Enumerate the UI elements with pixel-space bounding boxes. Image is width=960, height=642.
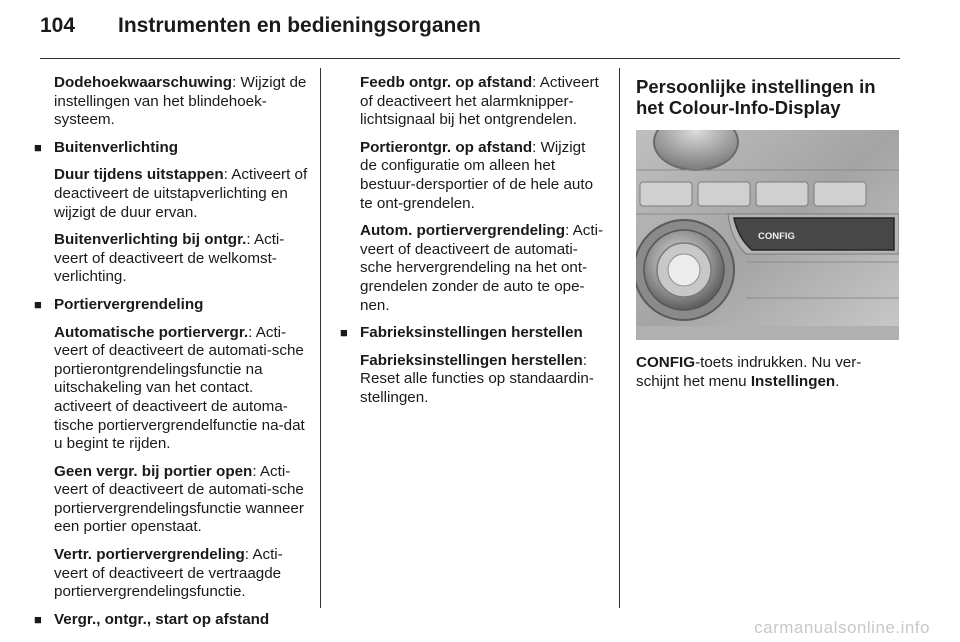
section-title: Persoonlijke instellingen in het Colour-Info-Display xyxy=(636,76,876,118)
column-left xyxy=(34,74,314,638)
column-right xyxy=(636,74,904,400)
paragraph xyxy=(636,354,904,391)
instruction-text: . xyxy=(835,372,840,390)
bullet-label: Vergr., ontgr., start op afstand xyxy=(54,610,270,628)
setting-description: : Acti-veert of deactiveert de vertraagde portiervergrendelingsfunctie. xyxy=(54,546,283,601)
setting-term: Automatische portiervergr. xyxy=(54,323,249,341)
paragraph xyxy=(34,463,314,537)
page-number: 104 xyxy=(40,14,76,37)
bullet-item xyxy=(34,296,314,315)
paragraph xyxy=(34,324,314,454)
column-divider xyxy=(320,68,321,608)
paragraph xyxy=(34,74,314,130)
config-button-label: CONFIG xyxy=(758,231,795,242)
bullet-label: Fabrieksinstellingen herstellen xyxy=(360,324,583,342)
bullet-label: Portiervergrendeling xyxy=(54,295,204,313)
paragraph xyxy=(34,231,314,287)
setting-description: : Activeert of deactiveert de uitstapverlichting en wijzigt de duur ervan. xyxy=(54,166,308,221)
setting-term: Fabrieksinstellingen herstellen xyxy=(360,351,583,369)
instruction-text: -toets indrukken. Nu ver-schijnt het menu xyxy=(636,354,862,390)
column-divider xyxy=(619,68,620,608)
chapter-title: Instrumenten en bedieningsorganen xyxy=(118,14,481,37)
paragraph xyxy=(34,166,314,222)
setting-term: Duur tijdens uitstappen xyxy=(54,166,224,184)
bullet-label: Buitenverlichting xyxy=(54,138,179,156)
bullet-square-icon: ■ xyxy=(34,611,42,627)
setting-description: : Acti-veert of deactiveert de automati-sche portierontgrendelingsfunctie na uitschakeling van het contact. activeert of deactiveert de automa-tische portiervergrendelfunctie na-dat u begint te rijden. xyxy=(54,323,305,453)
setting-term: Feedb ontgr. op afstand xyxy=(360,74,533,91)
header-rule xyxy=(40,58,900,59)
menu-name: Instellingen xyxy=(750,372,836,390)
bullet-square-icon: ■ xyxy=(34,296,42,312)
paragraph xyxy=(340,74,605,130)
watermark: carmanualsonline.info xyxy=(754,618,930,637)
setting-description: : Wijzigt de instellingen van het blindehoek-systeem. xyxy=(54,74,307,129)
setting-description: : Activeert of deactiveert het alarmknipper-lichtsignaal bij het ontgrendelen. xyxy=(360,74,599,129)
paragraph xyxy=(340,222,605,315)
bullet-item xyxy=(34,139,314,158)
setting-description: : Reset alle functies op standaardin-stellingen. xyxy=(360,351,594,406)
setting-term: Dodehoekwaarschuwing xyxy=(54,74,233,91)
bullet-square-icon: ■ xyxy=(34,139,42,155)
setting-term: Vertr. portiervergrendeling xyxy=(54,546,245,564)
setting-description: : Acti-veert of deactiveert de automati-sche hervergrendeling na het ont-grendelen zonder de auto te ope-nen. xyxy=(360,222,604,314)
setting-term: Autom. portiervergrendeling xyxy=(360,222,566,240)
paragraph xyxy=(340,352,605,408)
bullet-item xyxy=(34,611,314,630)
bullet-square-icon: ■ xyxy=(340,325,348,341)
setting-description: : Wijzigt de configuratie om alleen het bestuur-dersportier of de hele auto te ont-grendelen. xyxy=(360,138,594,212)
config-button-photo xyxy=(636,130,899,340)
bullet-item xyxy=(340,324,605,343)
setting-description: : Acti-veert of deactiveert de automati-sche portiervergrendelingsfunctie wanneer een portier openstaat. xyxy=(54,462,304,536)
setting-description: : Acti-veert of deactiveert de welkomst-verlichting. xyxy=(54,231,285,286)
setting-term: Buitenverlichting bij ontgr. xyxy=(54,231,247,249)
setting-term: Geen vergr. bij portier open xyxy=(54,462,253,480)
column-middle xyxy=(340,74,605,417)
page-header xyxy=(40,14,481,44)
paragraph xyxy=(340,139,605,213)
setting-term: Portierontgr. op afstand xyxy=(360,138,533,156)
config-key: CONFIG xyxy=(636,354,696,371)
paragraph xyxy=(34,546,314,602)
